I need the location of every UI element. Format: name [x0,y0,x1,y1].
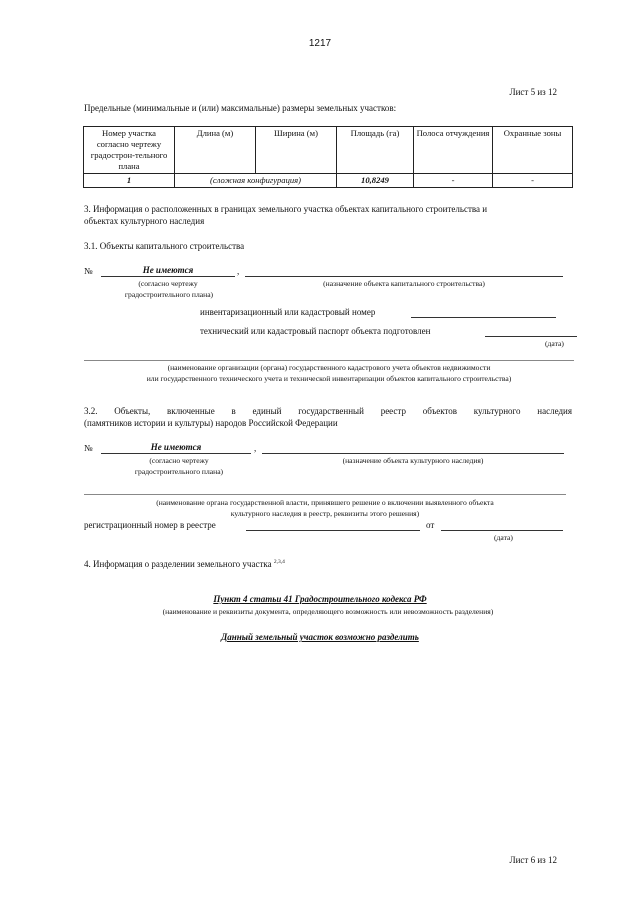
org-caption-1: (наименование организации (органа) государственного кадастрового учета объектов недвижимости [167,363,491,372]
sheet-number-bottom: Лист 6 из 12 [509,855,557,865]
table-cell: - [493,174,573,188]
number-sign-2: № [84,443,93,453]
header-cell: Полоса отчуждения [414,127,493,174]
from-label: от [426,520,435,530]
table-header-row [84,127,573,174]
registry-number-label: регистрационный номер в реестре [84,520,216,530]
section3-title-line1: 3. Информация о расположенных в границах земельного участка объектах капитального строительства и [84,204,488,214]
caption-purpose: (назначение объекта капитального строительства) [323,279,485,288]
org-line [84,360,574,361]
header-cell: Номер участка согласно чертежу градострон-тельного плана [84,127,175,174]
table-cell: - [414,174,493,188]
sheet-number-top: Лист 5 из 12 [509,87,557,97]
number-sign: № [84,266,93,276]
section3-2-title-line2: (памятников истории и культуры) народов Российской Федерации [84,418,338,428]
section4-title: 4. Информация о разделении земельного участка [84,559,272,569]
heritage-number-value: Не имеются [150,442,202,452]
comma-2: , [254,443,257,453]
object-number-line [101,276,235,277]
division-basis-caption: (наименование и реквизиты документа, определяющего возможность или невозможность разделения) [162,607,494,616]
passport-label: технический или кадастровый паспорт объекта подготовлен [200,326,431,336]
heritage-purpose-line [262,453,564,454]
caption-drawing-3: (согласно чертежу [149,456,209,465]
object-number-value: Не имеются [142,265,194,275]
limits-table [83,126,573,188]
section4-title-wrap [84,559,285,569]
comma: , [237,266,240,276]
caption-drawing: (согласно чертежу [138,279,198,288]
inventory-label: инвентаризационный или кадастровый номер [200,307,376,317]
passport-date-line [485,336,577,337]
section3-title-line2: объектах культурного наследия [84,216,205,226]
caption-drawing-4: градостроительного плана) [134,467,224,476]
table-cell: (сложная конфигурация) [175,174,337,188]
authority-caption-2: культурного наследия в реестр, реквизиты этого решения) [230,509,420,518]
registry-number-line [246,530,420,531]
caption-heritage: (назначение объекта культурного наследия) [342,456,484,465]
header-cell: Площадь (га) [337,127,414,174]
header-cell: Длина (м) [175,127,256,174]
caption-drawing-2: градостроительного плана) [124,290,214,299]
heritage-number-line [101,453,251,454]
registry-date-line [441,530,563,531]
inventory-line [411,317,556,318]
org-caption-2: или государственного технического учета и технической инвентаризации объектов капитального строительства) [146,374,512,383]
table-cell: 10,8249 [337,174,414,188]
division-conclusion: Данный земельный участок возможно разделить [221,632,419,642]
table-row [84,174,573,188]
page-number: 1217 [308,38,332,49]
authority-caption-1: (наименование органа государственной власти, принявшего решение о включении выявленного объекта [156,498,494,507]
authority-line [84,494,566,495]
section3-2-title-line1: 3.2. Объекты, включенные в единый государственный реестр объектов культурного наследия [84,406,572,416]
object-purpose-line [245,276,563,277]
table-cell: 1 [84,174,175,188]
limits-title: Предельные (минимальные и (или) максимальные) размеры земельных участков: [84,103,397,113]
section3-1-title: 3.1. Объекты капитального строительства [84,241,245,251]
date-caption: (дата) [545,339,564,348]
registry-date-caption: (дата) [494,533,513,542]
division-basis: Пункт 4 статьи 41 Градостроительного кодекса РФ [213,594,427,604]
header-cell: Ширина (м) [256,127,337,174]
header-cell: Охранные зоны [493,127,573,174]
section4-footnote: 2,3,4 [273,559,285,565]
